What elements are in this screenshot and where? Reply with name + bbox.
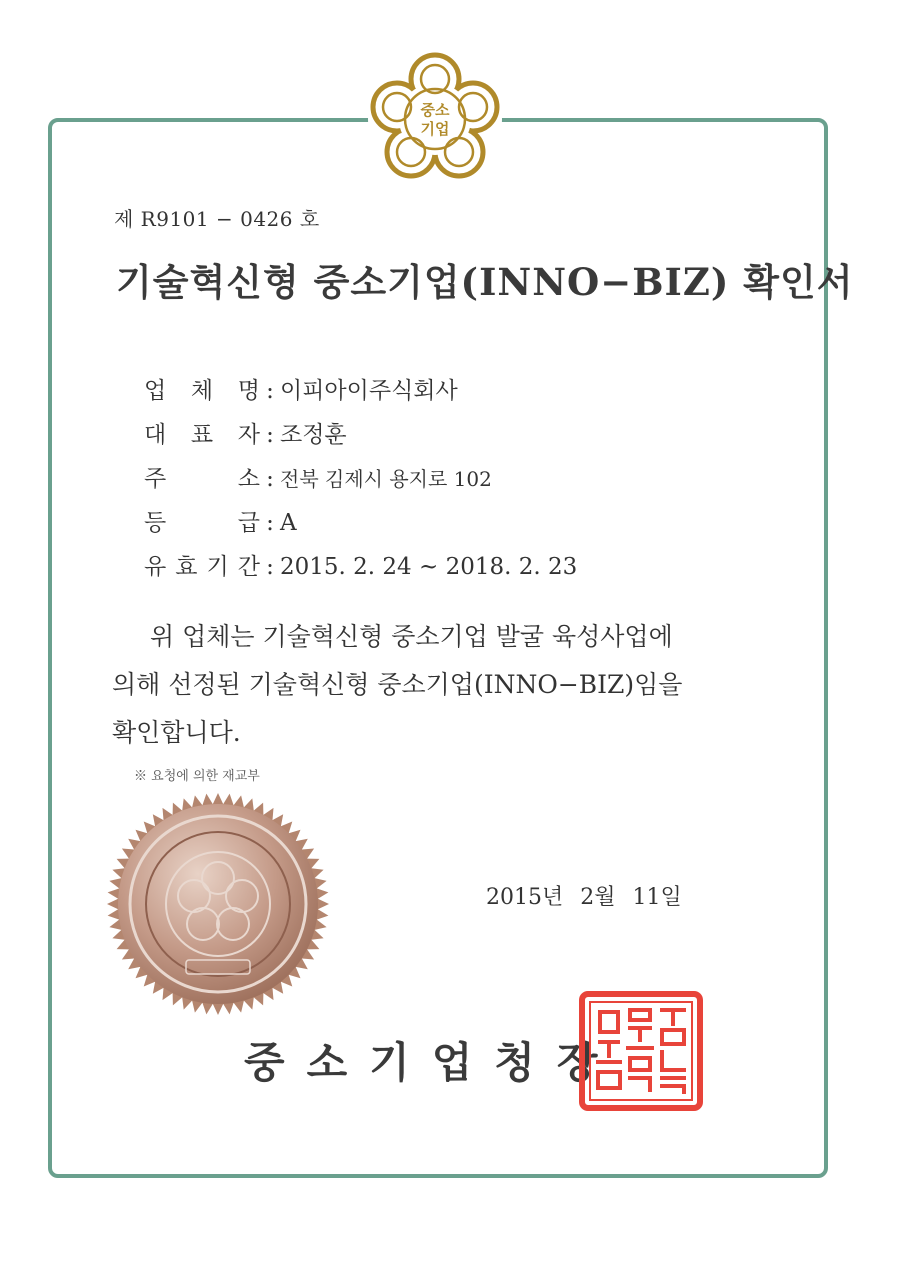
sme-emblem-icon — [368, 52, 502, 186]
field-value: 이피아이주식회사 — [280, 378, 458, 404]
official-red-seal-icon — [578, 990, 704, 1112]
field-value: 조정훈 — [280, 422, 347, 448]
field-label: 등 급 — [144, 510, 260, 536]
issue-date: 2015년 2월 11일 — [486, 885, 682, 910]
field-validity-period: 유 효 기 간 : 2015. 2. 24 ~ 2018. 2. 23 — [144, 548, 577, 592]
field-label: 업 체 명 — [144, 378, 260, 404]
gold-embossed-seal-icon — [106, 792, 330, 1016]
reissue-note: ※ 요청에 의한 재교부 — [134, 769, 260, 784]
issuer-name: 중소기업청장 — [244, 1038, 620, 1087]
field-representative: 대 표 자 : 조정훈 — [144, 416, 577, 460]
field-label: 주 소 — [144, 466, 260, 492]
field-grade: 등 급 : A — [144, 504, 577, 548]
certificate-number: 제 R9101 − 0426 호 — [114, 207, 320, 231]
statement-line: 위 업체는 기술혁신형 중소기업 발굴 육성사업에 — [150, 622, 673, 651]
field-address: 주 소 : 전북 김제시 용지로 102 — [144, 460, 577, 504]
emblem-text-bottom: 기업 — [420, 120, 450, 138]
field-value: 전북 김제시 용지로 102 — [280, 467, 492, 491]
field-label: 유 효 기 간 — [144, 554, 260, 580]
emblem-text-top: 중소 — [420, 101, 450, 119]
field-value: 2015. 2. 24 ~ 2018. 2. 23 — [280, 554, 578, 580]
certification-statement — [112, 613, 792, 757]
company-info — [144, 372, 577, 592]
field-label: 대 표 자 — [144, 422, 260, 448]
statement-line: 의해 선정된 기술혁신형 중소기업(INNO−BIZ)임을 — [112, 670, 683, 699]
field-company-name: 업 체 명 : 이피아이주식회사 — [144, 372, 577, 416]
statement-line: 확인합니다. — [112, 718, 241, 747]
field-value: A — [280, 510, 297, 536]
certificate-title: 기술혁신형 중소기업(INNO−BIZ) 확인서 — [116, 260, 854, 304]
